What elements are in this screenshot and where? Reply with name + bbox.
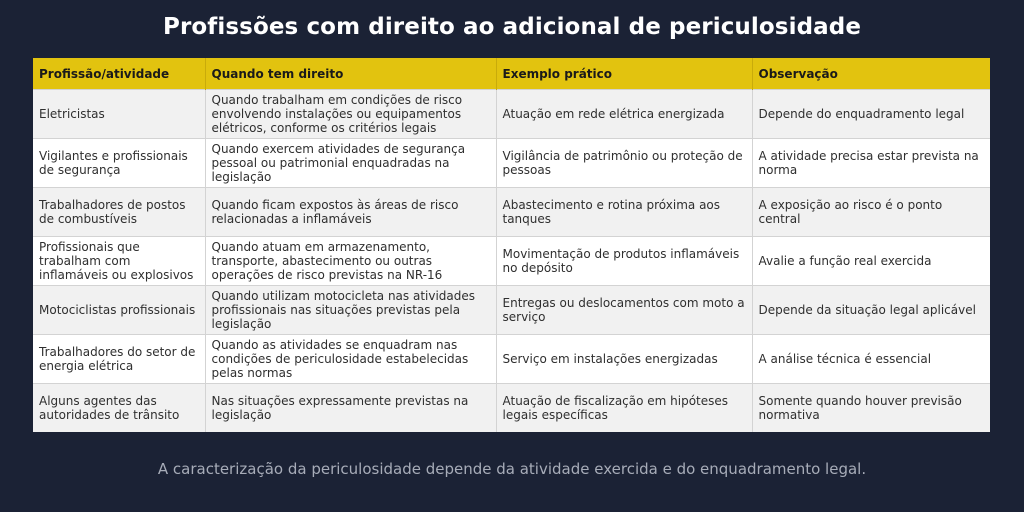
cell-exemplo: Serviço em instalações energizadas	[496, 335, 752, 384]
cell-observacao: Depende da situação legal aplicável	[752, 286, 990, 335]
table-row	[33, 384, 990, 433]
table-row	[33, 286, 990, 335]
cell-profissao: Alguns agentes das autoridades de trânsito	[33, 384, 205, 433]
cell-quando: Quando ficam expostos às áreas de risco relacionadas a inflamáveis	[205, 188, 496, 237]
cell-exemplo: Movimentação de produtos inflamáveis no depósito	[496, 237, 752, 286]
cell-profissao: Profissionais que trabalham com inflamáveis ou explosivos	[33, 237, 205, 286]
cell-observacao: Avalie a função real exercida	[752, 237, 990, 286]
table-row	[33, 335, 990, 384]
table-row	[33, 139, 990, 188]
cell-quando: Quando utilizam motocicleta nas atividades profissionais nas situações previstas pela legislação	[205, 286, 496, 335]
header-profissao: Profissão/atividade	[33, 58, 205, 90]
cell-profissao: Eletricistas	[33, 90, 205, 139]
cell-exemplo: Abastecimento e rotina próxima aos tanques	[496, 188, 752, 237]
cell-exemplo: Entregas ou deslocamentos com moto a serviço	[496, 286, 752, 335]
cell-profissao: Trabalhadores do setor de energia elétrica	[33, 335, 205, 384]
periculosidade-table	[33, 58, 990, 432]
cell-exemplo: Atuação de fiscalização em hipóteses legais específicas	[496, 384, 752, 433]
footer-note: A caracterização da periculosidade depende da atividade exercida e do enquadramento legal.	[157, 460, 867, 478]
cell-profissao: Motociclistas profissionais	[33, 286, 205, 335]
cell-profissao: Trabalhadores de postos de combustíveis	[33, 188, 205, 237]
cell-quando: Quando as atividades se enquadram nas condições de periculosidade estabelecidas pelas normas	[205, 335, 496, 384]
cell-observacao: A análise técnica é essencial	[752, 335, 990, 384]
table-row	[33, 188, 990, 237]
cell-exemplo: Vigilância de patrimônio ou proteção de pessoas	[496, 139, 752, 188]
cell-quando: Quando trabalham em condições de risco envolvendo instalações ou equipamentos elétricos, conforme os critérios legais	[205, 90, 496, 139]
cell-exemplo: Atuação em rede elétrica energizada	[496, 90, 752, 139]
cell-quando: Quando atuam em armazenamento, transporte, abastecimento ou outras operações de risco previstas na NR-16	[205, 237, 496, 286]
cell-quando: Quando exercem atividades de segurança pessoal ou patrimonial enquadradas na legislação	[205, 139, 496, 188]
table-row	[33, 90, 990, 139]
table-header-row	[33, 58, 990, 90]
page-title: Profissões com direito ao adicional de periculosidade	[162, 14, 862, 40]
header-observacao: Observação	[752, 58, 990, 90]
table-row	[33, 237, 990, 286]
cell-observacao: A atividade precisa estar prevista na norma	[752, 139, 990, 188]
cell-observacao: A exposição ao risco é o ponto central	[752, 188, 990, 237]
cell-observacao: Somente quando houver previsão normativa	[752, 384, 990, 433]
header-exemplo: Exemplo prático	[496, 58, 752, 90]
cell-observacao: Depende do enquadramento legal	[752, 90, 990, 139]
header-quando: Quando tem direito	[205, 58, 496, 90]
cell-quando: Nas situações expressamente previstas na legislação	[205, 384, 496, 433]
cell-profissao: Vigilantes e profissionais de segurança	[33, 139, 205, 188]
